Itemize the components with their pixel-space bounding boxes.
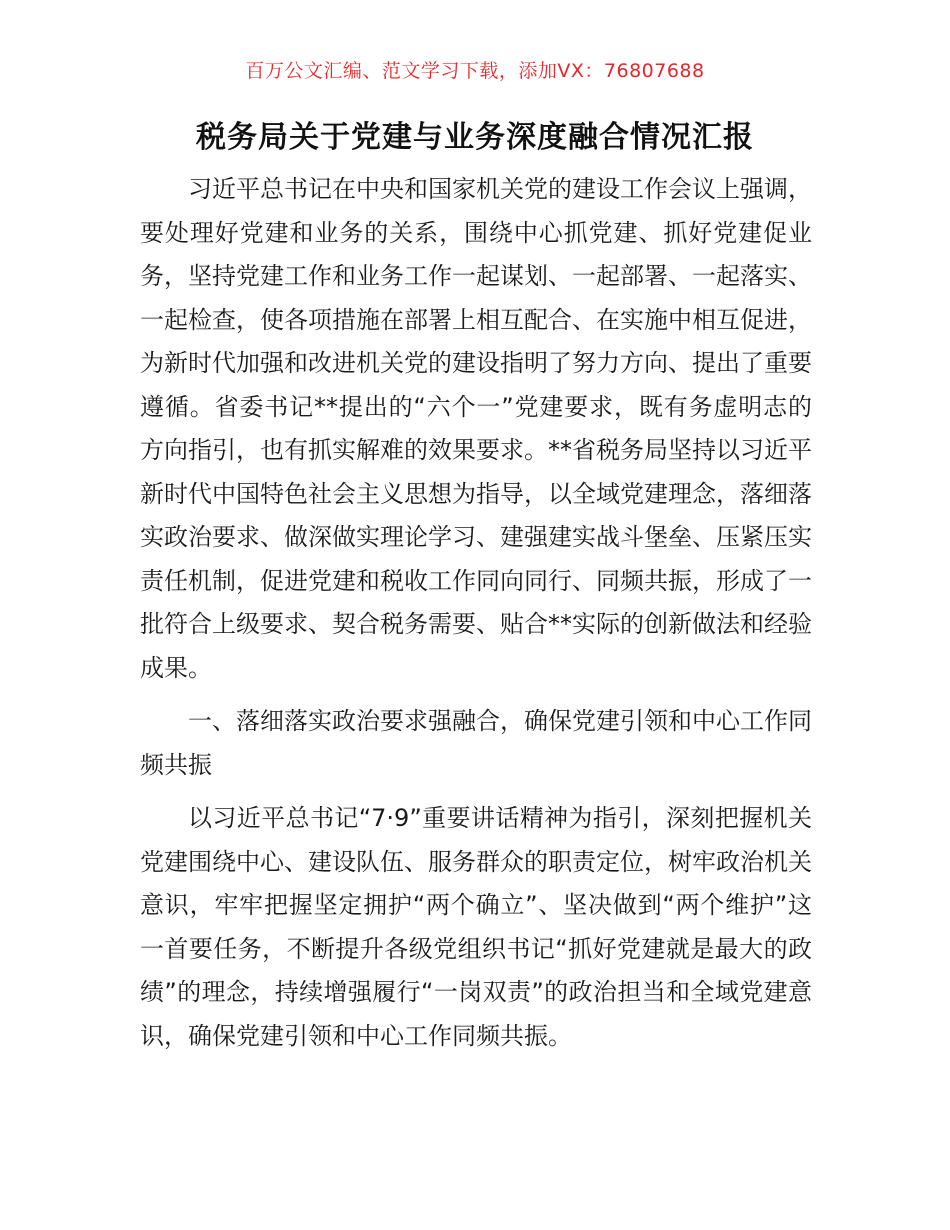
section-heading-1: 一、落细落实政治要求强融合，确保党建引领和中心工作同频共振 — [140, 707, 812, 779]
section-1-paragraph: 以习近平总书记“7·9”重要讲话精神为指引，深刻把握机关党建围绕中心、建设队伍、服务群众的职责定位，树牢政治机关意识，牢牢把握坚定拥护“两个确立”、坚决做到“两个维护”这一首要任务，不断提升各级党组织书记“抓好党建就是最大的政绩”的理念，持续增强履行“一岗双责”的政治担当和全域党建意识，确保党建引领和中心工作同频共振。 — [140, 804, 812, 1050]
document-title: 税务局关于党建与业务深度融合情况汇报 — [196, 120, 754, 155]
intro-paragraph: 习近平总书记在中央和国家机关党的建设工作会议上强调，要处理好党建和业务的关系，围绕中心抓党建、抓好党建促业务，坚持党建工作和业务工作一起谋划、一起部署、一起落实、一起检查，使各项措施在部署上相互配合、在实施中相互促进，为新时代加强和改进机关党的建设指明了努力方向、提出了重要遵循。省委书记**提出的“六个一”党建要求，既有务虚明志的方向指引，也有抓实解难的效果要求。**省税务局坚持以习近平新时代中国特色社会主义思想为指导，以全域党建理念，落细落实政治要求、做深做实理论学习、建强建实战斗堡垒、压紧压实责任机制，促进党建和税收工作同向同行、同频共振，形成了一批符合上级要求、契合税务需要、贴合**实际的创新做法和经验成果。 — [140, 175, 812, 682]
header-watermark-note: 百万公文汇编、范文学习下载，添加VX：76807688 — [245, 60, 705, 82]
document-body — [140, 168, 812, 1058]
